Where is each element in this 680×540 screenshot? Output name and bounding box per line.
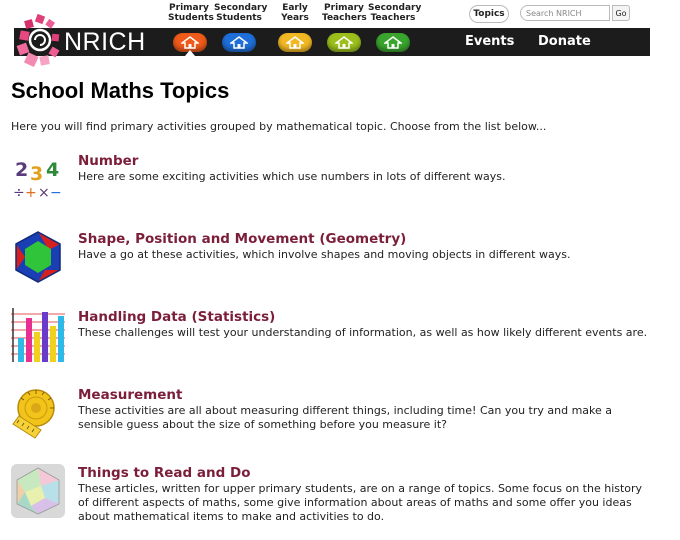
- nav-early-years[interactable]: [279, 3, 311, 23]
- nav-primary-teachers[interactable]: [322, 3, 366, 23]
- number-icon-op: +: [25, 185, 37, 201]
- brand-name[interactable]: NRICH: [64, 28, 146, 56]
- nav-line1: Secondary: [368, 3, 422, 13]
- page-title: School Maths Topics: [11, 78, 230, 103]
- number-icon-digit: 3: [30, 163, 44, 185]
- home-pill-secondary-teachers[interactable]: [376, 33, 410, 52]
- nav-primary-students[interactable]: [168, 3, 214, 23]
- number-icon-op: ×: [38, 185, 50, 201]
- number-icon[interactable]: [11, 154, 65, 208]
- topic-desc-number: Here are some exciting activities which use numbers in lots of different ways.: [78, 170, 506, 183]
- home-pill-secondary-students[interactable]: [222, 33, 256, 52]
- topic-title-geometry[interactable]: Shape, Position and Movement (Geometry): [78, 231, 407, 247]
- nav-line1: Early: [282, 3, 308, 13]
- topic-title-number[interactable]: Number: [78, 153, 139, 169]
- home-icon: [181, 36, 199, 49]
- search-go-button[interactable]: Go: [612, 5, 630, 21]
- home-icon: [335, 36, 353, 49]
- home-icon: [286, 36, 304, 49]
- topic-title-handling-data[interactable]: Handling Data (Statistics): [78, 309, 276, 325]
- home-icon: [230, 36, 248, 49]
- intro-text: Here you will find primary activities grouped by mathematical topic. Choose from the list below...: [11, 120, 547, 133]
- nrich-logo-icon[interactable]: [14, 14, 64, 70]
- nav-line2: Years: [281, 13, 309, 23]
- events-link[interactable]: Events: [465, 34, 515, 49]
- home-icon: [384, 36, 402, 49]
- nav-line1: Primary: [169, 3, 209, 13]
- number-icon-op: ÷: [13, 185, 25, 201]
- nav-secondary-students[interactable]: [214, 3, 268, 23]
- home-pill-primary-teachers[interactable]: [327, 33, 361, 52]
- topics-button[interactable]: Topics: [469, 5, 509, 23]
- number-icon-digit: 4: [46, 159, 60, 181]
- active-indicator-icon: [185, 50, 195, 56]
- home-pill-early-years[interactable]: [278, 33, 312, 52]
- nav-line2: Teachers: [322, 13, 367, 23]
- nav-line2: Teachers: [370, 13, 416, 23]
- donate-link[interactable]: Donate: [538, 34, 591, 49]
- number-icon-op: −: [50, 185, 62, 201]
- polyhedron-icon[interactable]: [11, 464, 65, 518]
- topic-desc-geometry: Have a go at these activities, which involve shapes and moving objects in different ways.: [78, 248, 571, 261]
- geometry-icon[interactable]: [11, 230, 65, 284]
- nav-line1: Primary: [324, 3, 364, 13]
- topic-desc-handling-data: These challenges will test your understanding of information, as well as how likely different events are.: [78, 326, 648, 339]
- bar-chart-icon[interactable]: [11, 308, 65, 362]
- topic-desc-measurement: These activities are all about measuring different things, including time! Can you try and make a sensible guess about the size of something before you measure it?: [78, 404, 613, 431]
- number-icon-digit: 2: [15, 159, 29, 181]
- topic-title-read-and-do[interactable]: Things to Read and Do: [78, 465, 251, 481]
- topic-desc-read-and-do: These articles, written for upper primary students, are on a range of topics. Some focus on the history of different aspects of maths, some give information about areas of maths and some offer you ideas about mathematical items to make and activities to do.: [78, 482, 643, 523]
- nav-line2: Students: [216, 13, 262, 23]
- tape-measure-icon[interactable]: [11, 386, 65, 440]
- nav-line1: Secondary: [214, 3, 268, 13]
- nav-secondary-teachers[interactable]: [368, 3, 422, 23]
- search-input[interactable]: [520, 5, 610, 21]
- topic-title-measurement[interactable]: Measurement: [78, 387, 183, 403]
- nav-line2: Students: [168, 13, 214, 23]
